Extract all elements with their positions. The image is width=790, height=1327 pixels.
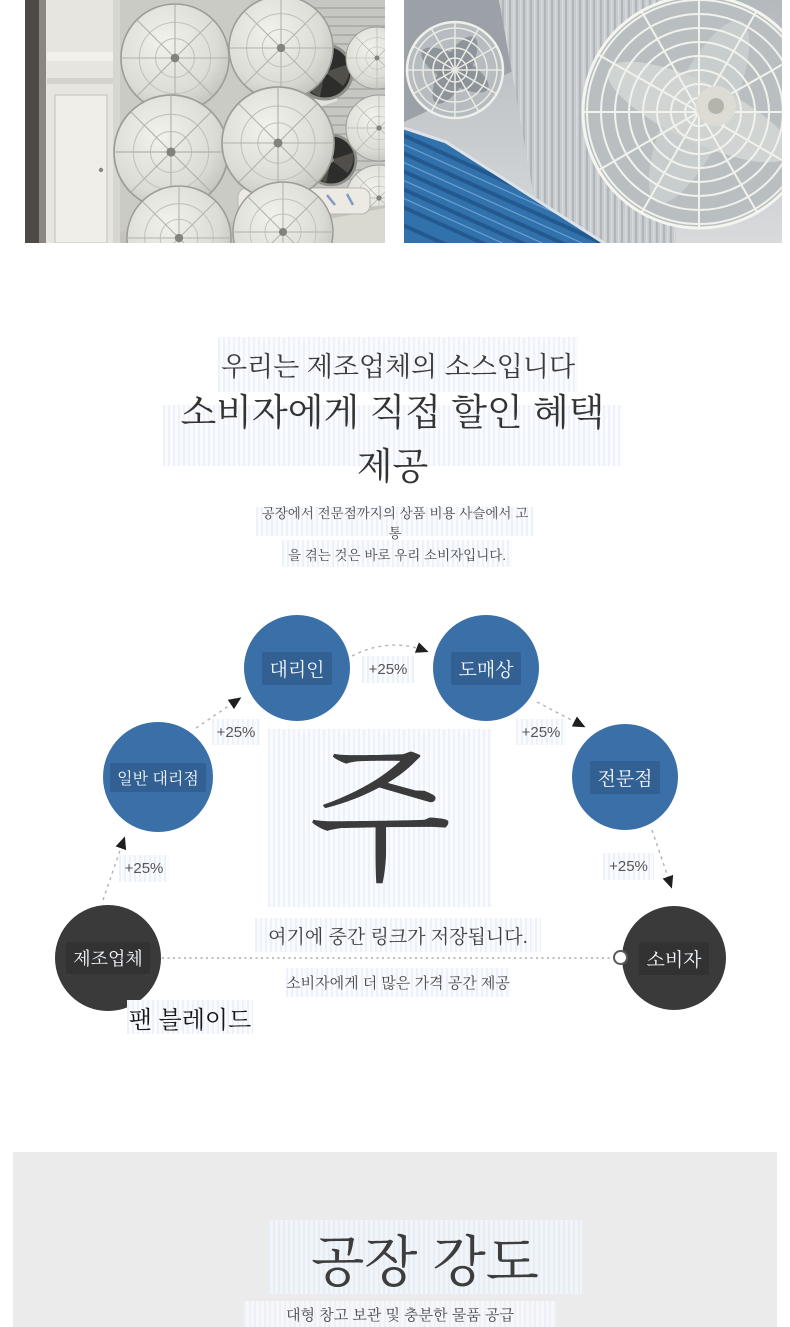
- watermark-character: 주: [268, 729, 492, 907]
- consumer-dot-marker: [613, 950, 628, 965]
- node-general-agency-label: 일반 대리점: [110, 763, 206, 792]
- product-photo-exhaust-fans-roof: [404, 0, 782, 243]
- factory-section: [13, 1152, 777, 1327]
- node-specialty-store-label: 전문점: [590, 761, 659, 794]
- diagram-center-note: 여기에 중간 링크가 저장됩니다.: [255, 918, 541, 952]
- node-manufacturer: [55, 905, 161, 1011]
- fan-blade-caption: 팬 블레이드: [127, 1000, 253, 1034]
- node-manufacturer-label: 제조업체: [66, 942, 150, 974]
- markup-label-agent: +25%: [362, 656, 414, 683]
- diagram-bottom-note: 소비자에게 더 많은 가격 공간 제공: [286, 968, 510, 997]
- intro-paragraph-line2: 을 겪는 것은 바로 우리 소비자입니다.: [282, 540, 512, 567]
- factory-section-subtitle: 대형 창고 보관 및 충분한 물품 공급: [244, 1301, 556, 1327]
- node-consumer: [622, 906, 726, 1010]
- node-general-agency: [103, 722, 213, 832]
- product-photo-exhaust-fans-wall: [25, 0, 385, 243]
- exhaust-fans-wall-illustration: [25, 0, 385, 243]
- page-title: 소비자에게 직접 할인 혜택 제공: [163, 405, 622, 466]
- node-wholesaler-label: 도매상: [451, 652, 520, 685]
- markup-label-manufacturer: +25%: [119, 855, 169, 882]
- intro-subtitle: 우리는 제조업체의 소스입니다: [218, 337, 578, 392]
- node-consumer-label: 소비자: [639, 942, 708, 975]
- node-agent: [244, 615, 350, 721]
- arrow-specialty-to-consumer: [652, 830, 671, 886]
- factory-section-title: 공장 강도: [268, 1220, 582, 1294]
- node-agent-label: 대리인: [262, 652, 331, 685]
- markup-label-general-agency: +25%: [212, 719, 260, 745]
- markup-label-specialty: +25%: [603, 853, 654, 880]
- node-wholesaler: [433, 615, 539, 721]
- arrow-agent-to-wholesaler: [352, 645, 426, 656]
- markup-label-wholesaler: +25%: [516, 719, 566, 745]
- node-specialty-store: [572, 724, 678, 830]
- intro-paragraph-line1: 공장에서 전문점까지의 상품 비용 사슬에서 고통: [256, 507, 534, 536]
- exhaust-fans-roof-illustration: [404, 0, 782, 243]
